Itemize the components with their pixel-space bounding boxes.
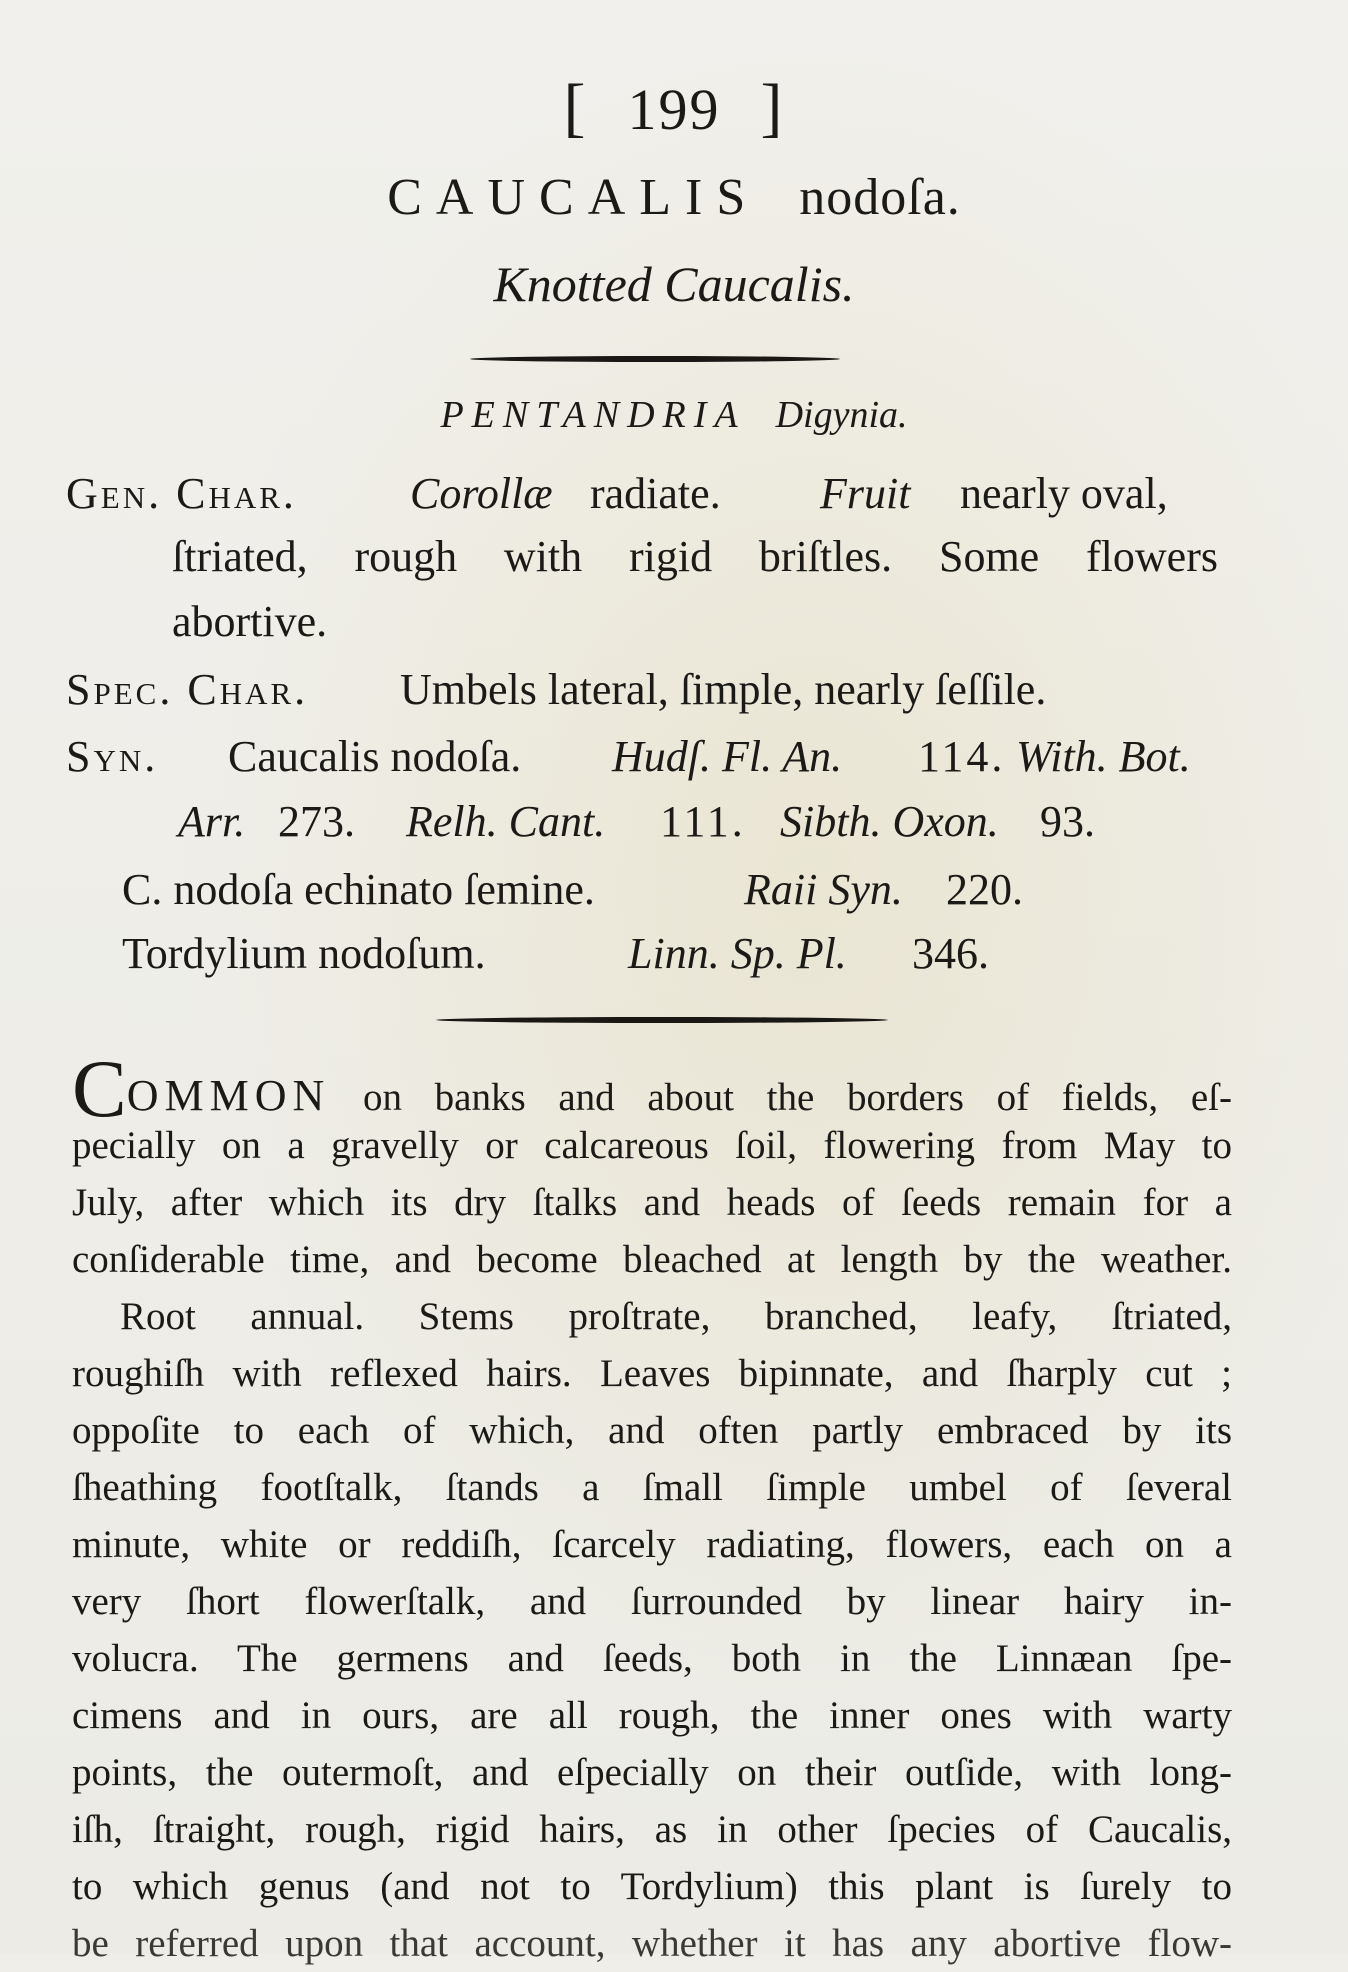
gen-char-line-2: ſtriated, rough with rigid briſtles. Some flowers <box>172 532 1218 581</box>
body-text-1: on banks and about the borders of fields, eſ- <box>362 1076 1232 1119</box>
gen-char-corollae <box>410 469 553 518</box>
page-number: 199 <box>627 77 721 142</box>
gen-char-radiate: radiate. <box>590 469 721 518</box>
body-line-4: conſiderable time, and become bleached at length by the weather. <box>72 1238 1232 1281</box>
gen-char-label: Gen. Char. <box>66 469 297 518</box>
bracket-right: ] <box>760 71 785 144</box>
body-line-5: Root annual. Stems proſtrate, branched, leafy, ſtriated, <box>120 1295 1232 1338</box>
gen-char-nearly-oval: nearly oval, <box>960 469 1168 518</box>
spec-char-label: Spec. Char. <box>66 665 309 714</box>
body-line-1 <box>72 1043 1232 1134</box>
body-line-3: July, after which its dry ſtalks and heads of ſeeds remain for a <box>72 1181 1232 1224</box>
species-title <box>0 168 1348 227</box>
body-line-2: pecially on a gravelly or calcareous ſoil, flowering from May to <box>72 1124 1232 1167</box>
common-name: Knotted Caucalis. <box>493 256 855 312</box>
syn-l3-a: C. nodoſa echinato ſemine. <box>122 865 595 914</box>
syn-l2-e: Sibth. Oxon. <box>780 797 999 846</box>
body-line-7: oppoſite to each of which, and often partly embraced by its <box>72 1409 1232 1452</box>
syn-label: Syn. <box>66 732 159 781</box>
order-name: Digynia. <box>775 394 908 436</box>
body-line-16: be referred upon that account, whether it has any abortive flow- <box>72 1922 1232 1965</box>
gen-char-line-1 <box>66 469 297 518</box>
divider-rule-top <box>470 356 840 362</box>
body-line-12: cimens and in ours, are all rough, the inner ones with warty <box>72 1694 1232 1737</box>
syn-l1-b: Hudſ. Fl. An. <box>612 732 843 781</box>
spec-char-text: Umbels lateral, ſimple, nearly ſeſſile. <box>400 665 1047 714</box>
syn-l2-c: Relh. Cant. <box>406 797 606 846</box>
syn-l4-b: Linn. Sp. Pl. <box>628 929 847 978</box>
species-name: nodoſa. <box>799 169 961 226</box>
syn-l2-f: 93. <box>1040 797 1095 846</box>
syn-l1-c: 114. <box>918 732 1006 781</box>
class-name: PENTANDRIA <box>440 394 746 436</box>
gen-char-line-3: abortive. <box>172 597 328 646</box>
genus-name: CAUCALIS <box>387 169 760 226</box>
syn-l4-c: 346. <box>912 929 989 978</box>
page-number-header <box>0 70 1348 146</box>
divider-rule-bottom <box>436 1017 888 1023</box>
body-line-9: minute, white or reddiſh, ſcarcely radiating, flowers, each on a <box>72 1523 1232 1566</box>
opening-caps: OMMON <box>126 1071 331 1120</box>
body-line-6: roughiſh with reflexed hairs. Leaves bipinnate, and ſharply cut ; <box>72 1352 1232 1395</box>
body-line-10: very ſhort flowerſtalk, and ſurrounded by linear hairy in- <box>72 1580 1232 1623</box>
body-line-8: ſheathing footſtalk, ſtands a ſmall ſimple umbel of ſeveral <box>72 1466 1232 1509</box>
syn-l3-b: Raii Syn. <box>744 865 903 914</box>
description-body <box>72 1043 1232 1972</box>
gen-char-corollae-text: Corollæ <box>410 469 553 518</box>
syn-l1-a: Caucalis nodoſa. <box>228 732 522 781</box>
classification <box>0 393 1348 437</box>
syn-l3-c: 220. <box>946 865 1023 914</box>
body-line-14: iſh, ſtraight, rough, rigid hairs, as in other ſpecies of Caucalis, <box>72 1808 1232 1851</box>
syn-l1-d: With. Bot. <box>1016 732 1191 781</box>
gen-char-fruit: Fruit <box>820 469 911 518</box>
syn-l2-a: Arr. <box>178 797 246 846</box>
syn-l4-a: Tordylium nodoſum. <box>122 929 486 978</box>
body-line-11: volucra. The germens and ſeeds, both in the Linnæan ſpe- <box>72 1637 1232 1680</box>
bracket-left: [ <box>563 71 588 144</box>
syn-l2-d: 111. <box>660 797 746 846</box>
body-line-15: to which genus (and not to Tordylium) this plant is ſurely to <box>72 1865 1232 1908</box>
syn-l2-b: 273. <box>278 797 355 846</box>
body-line-13: points, the outermoſt, and eſpecially on their outſide, with long- <box>72 1751 1232 1794</box>
drop-cap: C <box>72 1043 127 1134</box>
